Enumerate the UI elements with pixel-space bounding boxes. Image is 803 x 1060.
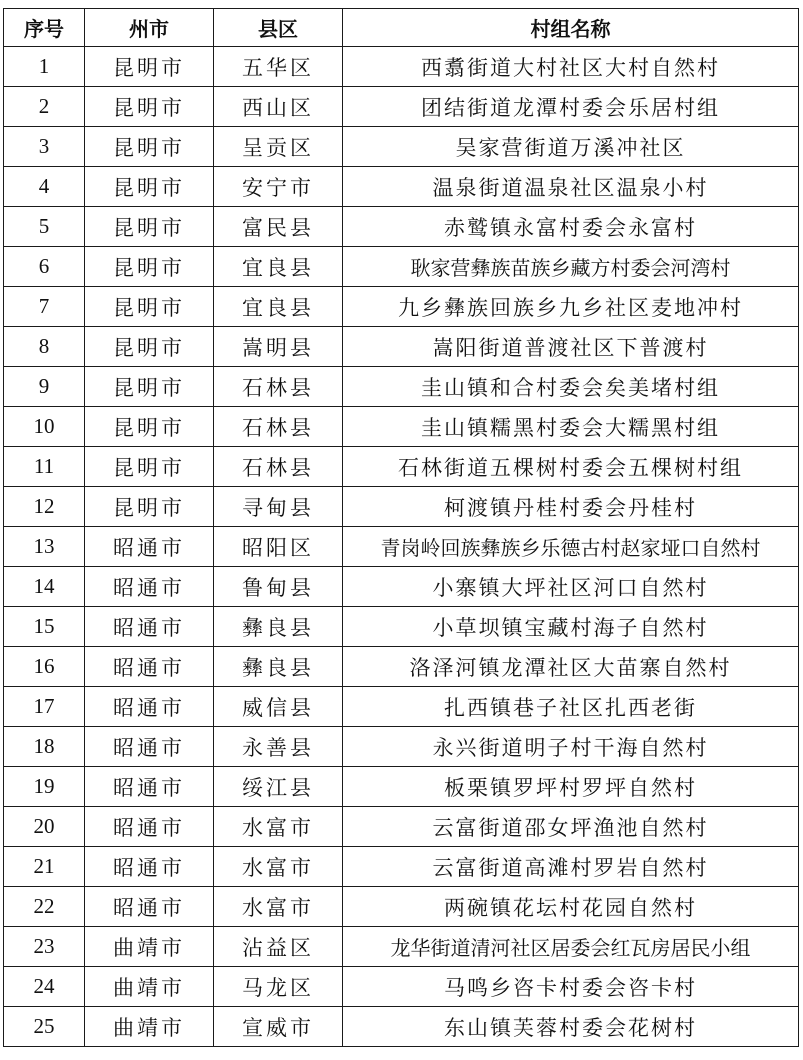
- cell-county: 寻甸县: [214, 487, 343, 527]
- header-county: 县区: [214, 9, 343, 47]
- cell-no: 14: [4, 567, 85, 607]
- cell-city: 昭通市: [85, 527, 214, 567]
- header-city: 州市: [85, 9, 214, 47]
- cell-county: 昭阳区: [214, 527, 343, 567]
- cell-no: 24: [4, 967, 85, 1007]
- cell-no: 3: [4, 127, 85, 167]
- cell-village: 小寨镇大坪社区河口自然村: [343, 567, 799, 607]
- table-row: [4, 167, 799, 207]
- cell-village: 洛泽河镇龙潭社区大苗寨自然村: [343, 647, 799, 687]
- cell-county: 石林县: [214, 447, 343, 487]
- cell-no: 10: [4, 407, 85, 447]
- cell-no: 22: [4, 887, 85, 927]
- cell-county: 水富市: [214, 887, 343, 927]
- table-row: [4, 327, 799, 367]
- cell-city: 昭通市: [85, 607, 214, 647]
- cell-city: 昆明市: [85, 407, 214, 447]
- table-row: [4, 207, 799, 247]
- cell-county: 水富市: [214, 847, 343, 887]
- table-row: [4, 47, 799, 87]
- cell-village: 柯渡镇丹桂村委会丹桂村: [343, 487, 799, 527]
- cell-village: 赤鹫镇永富村委会永富村: [343, 207, 799, 247]
- cell-city: 昆明市: [85, 367, 214, 407]
- cell-no: 13: [4, 527, 85, 567]
- cell-no: 8: [4, 327, 85, 367]
- cell-village: 东山镇芙蓉村委会花树村: [343, 1007, 799, 1047]
- cell-no: 23: [4, 927, 85, 967]
- cell-village: 吴家营街道万溪冲社区: [343, 127, 799, 167]
- cell-city: 昭通市: [85, 887, 214, 927]
- cell-village: 嵩阳街道普渡社区下普渡村: [343, 327, 799, 367]
- cell-city: 昭通市: [85, 647, 214, 687]
- cell-village: 云富街道高滩村罗岩自然村: [343, 847, 799, 887]
- cell-city: 昆明市: [85, 47, 214, 87]
- table-row: [4, 967, 799, 1007]
- cell-county: 五华区: [214, 47, 343, 87]
- header-village: 村组名称: [343, 9, 799, 47]
- table-row: [4, 87, 799, 127]
- table-row: [4, 367, 799, 407]
- cell-no: 4: [4, 167, 85, 207]
- table-row: [4, 807, 799, 847]
- cell-village: 板栗镇罗坪村罗坪自然村: [343, 767, 799, 807]
- cell-city: 昭通市: [85, 687, 214, 727]
- cell-city: 昆明市: [85, 87, 214, 127]
- cell-county: 石林县: [214, 407, 343, 447]
- table-body: [4, 47, 799, 1047]
- table-row: [4, 447, 799, 487]
- table-row: [4, 527, 799, 567]
- cell-city: 昆明市: [85, 447, 214, 487]
- table-row: [4, 247, 799, 287]
- cell-no: 17: [4, 687, 85, 727]
- table-header-row: [4, 9, 799, 47]
- cell-village: 温泉街道温泉社区温泉小村: [343, 167, 799, 207]
- cell-no: 19: [4, 767, 85, 807]
- cell-city: 曲靖市: [85, 1007, 214, 1047]
- cell-county: 富民县: [214, 207, 343, 247]
- cell-village: 永兴街道明子村干海自然村: [343, 727, 799, 767]
- cell-city: 昆明市: [85, 207, 214, 247]
- cell-no: 11: [4, 447, 85, 487]
- cell-county: 水富市: [214, 807, 343, 847]
- cell-no: 7: [4, 287, 85, 327]
- cell-village: 扎西镇巷子社区扎西老街: [343, 687, 799, 727]
- cell-county: 马龙区: [214, 967, 343, 1007]
- cell-county: 鲁甸县: [214, 567, 343, 607]
- cell-county: 嵩明县: [214, 327, 343, 367]
- cell-city: 曲靖市: [85, 927, 214, 967]
- cell-city: 昭通市: [85, 847, 214, 887]
- cell-city: 昭通市: [85, 807, 214, 847]
- cell-village: 圭山镇糯黑村委会大糯黑村组: [343, 407, 799, 447]
- cell-village: 圭山镇和合村委会矣美堵村组: [343, 367, 799, 407]
- cell-county: 绥江县: [214, 767, 343, 807]
- cell-county: 沾益区: [214, 927, 343, 967]
- cell-no: 9: [4, 367, 85, 407]
- cell-no: 1: [4, 47, 85, 87]
- cell-city: 昆明市: [85, 167, 214, 207]
- cell-no: 20: [4, 807, 85, 847]
- table-row: [4, 607, 799, 647]
- cell-village: 云富街道邵女坪渔池自然村: [343, 807, 799, 847]
- cell-city: 昭通市: [85, 567, 214, 607]
- cell-city: 昆明市: [85, 487, 214, 527]
- table-row: [4, 687, 799, 727]
- cell-village: 青岗岭回族彝族乡乐德古村赵家垭口自然村: [343, 527, 799, 567]
- cell-village: 马鸣乡咨卡村委会咨卡村: [343, 967, 799, 1007]
- table-row: [4, 927, 799, 967]
- cell-no: 2: [4, 87, 85, 127]
- cell-city: 曲靖市: [85, 967, 214, 1007]
- cell-village: 九乡彝族回族乡九乡社区麦地冲村: [343, 287, 799, 327]
- cell-no: 16: [4, 647, 85, 687]
- table-row: [4, 567, 799, 607]
- cell-village: 两碗镇花坛村花园自然村: [343, 887, 799, 927]
- cell-no: 18: [4, 727, 85, 767]
- table-row: [4, 1007, 799, 1047]
- cell-county: 永善县: [214, 727, 343, 767]
- cell-county: 石林县: [214, 367, 343, 407]
- cell-county: 彝良县: [214, 607, 343, 647]
- cell-village: 小草坝镇宝藏村海子自然村: [343, 607, 799, 647]
- cell-village: 团结街道龙潭村委会乐居村组: [343, 87, 799, 127]
- cell-city: 昆明市: [85, 247, 214, 287]
- cell-no: 25: [4, 1007, 85, 1047]
- cell-village: 龙华街道清河社区居委会红瓦房居民小组: [343, 927, 799, 967]
- cell-village: 西翥街道大村社区大村自然村: [343, 47, 799, 87]
- cell-village: 石林街道五棵树村委会五棵树村组: [343, 447, 799, 487]
- table-row: [4, 887, 799, 927]
- cell-county: 彝良县: [214, 647, 343, 687]
- cell-city: 昭通市: [85, 727, 214, 767]
- table-row: [4, 487, 799, 527]
- table-row: [4, 767, 799, 807]
- cell-county: 西山区: [214, 87, 343, 127]
- cell-county: 宜良县: [214, 287, 343, 327]
- table-row: [4, 287, 799, 327]
- table-row: [4, 127, 799, 167]
- cell-county: 呈贡区: [214, 127, 343, 167]
- cell-no: 21: [4, 847, 85, 887]
- cell-no: 5: [4, 207, 85, 247]
- village-list-table: [3, 8, 799, 1047]
- cell-no: 6: [4, 247, 85, 287]
- cell-village: 耿家营彝族苗族乡藏方村委会河湾村: [343, 247, 799, 287]
- header-no: 序号: [4, 9, 85, 47]
- cell-city: 昭通市: [85, 767, 214, 807]
- table-row: [4, 407, 799, 447]
- table-row: [4, 647, 799, 687]
- cell-city: 昆明市: [85, 287, 214, 327]
- table-row: [4, 847, 799, 887]
- cell-county: 安宁市: [214, 167, 343, 207]
- table-row: [4, 727, 799, 767]
- cell-county: 威信县: [214, 687, 343, 727]
- cell-no: 15: [4, 607, 85, 647]
- cell-city: 昆明市: [85, 127, 214, 167]
- cell-no: 12: [4, 487, 85, 527]
- cell-city: 昆明市: [85, 327, 214, 367]
- cell-county: 宜良县: [214, 247, 343, 287]
- cell-county: 宣威市: [214, 1007, 343, 1047]
